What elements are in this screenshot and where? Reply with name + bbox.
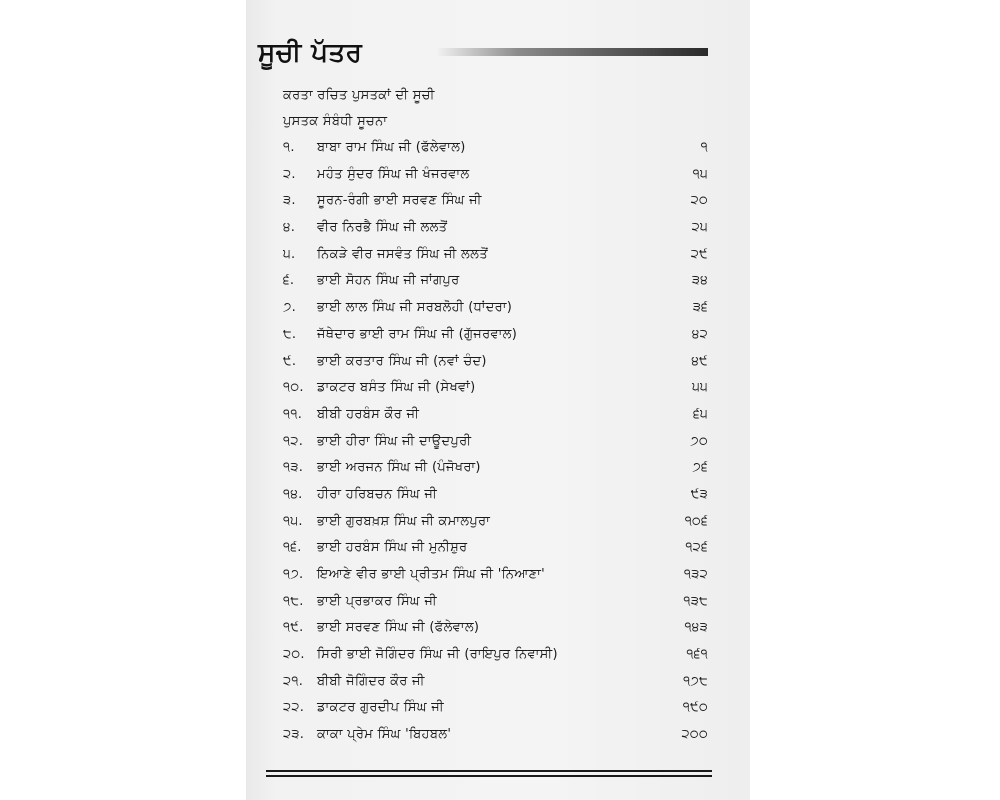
toc-entry-page: ੪੯ — [691, 353, 708, 369]
toc-entry-page: ੩੬ — [692, 300, 708, 316]
toc-entry-title: ਮਹੰਤ ਸੁੰਦਰ ਸਿੰਘ ਜੀ ਖੰਜਰਵਾਲ — [317, 166, 470, 182]
footer-rule-bottom — [266, 775, 712, 777]
toc-entry-number: ੧੬. — [283, 540, 302, 556]
toc-entry-number: ੧੧. — [283, 406, 303, 422]
toc-entry — [283, 407, 708, 434]
toc-entry-page: ੩੪ — [691, 273, 708, 289]
toc-entry-page: ੧੨੬ — [685, 540, 708, 556]
toc-entry-title: ਹੀਰਾ ਹਰਿਬਚਨ ਸਿੰਘ ਜੀ — [317, 486, 438, 502]
toc-entry — [283, 700, 708, 727]
toc-entry — [283, 140, 708, 167]
toc-entry-title: ਨਿਕੜੇ ਵੀਰ ਜਸਵੰਤ ਸਿੰਘ ਜੀ ਲਲਤੋਂ — [317, 246, 488, 262]
toc-entry-page: ੧੬੧ — [686, 647, 708, 663]
toc-entry-number: ੧੮. — [283, 593, 304, 609]
toc-entry-number: ੫. — [283, 246, 296, 262]
toc-entry-page: ੧੦੬ — [684, 513, 708, 529]
intro-line-author-books: ਕਰਤਾ ਰਚਿਤ ਪੁਸਤਕਾਂ ਦੀ ਸੂਚੀ — [283, 88, 435, 103]
toc-entry-number: ੨. — [283, 166, 296, 182]
toc-entry-page: ੧੭੮ — [683, 673, 708, 689]
toc-entry-title: ਸੂਰਨ-ਰੰਗੀ ਭਾਈ ਸਰਵਣ ਸਿੰਘ ਜੀ — [317, 193, 482, 209]
toc-entry-title: ਬੀਬੀ ਹਰਬੰਸ ਕੌਰ ਜੀ — [317, 406, 420, 422]
toc-entry — [283, 567, 708, 594]
toc-entry — [283, 193, 708, 220]
toc-entry-title: ਬੀਬੀ ਜੋਗਿੰਦਰ ਕੌਰ ਜੀ — [317, 673, 425, 689]
toc-entry — [283, 434, 708, 461]
toc-entry — [283, 327, 708, 354]
toc-entry-title: ਭਾਈ ਸੋਹਨ ਸਿੰਘ ਜੀ ਜਾਂਗਪੁਰ — [317, 273, 460, 289]
toc-entry-page: ੫੫ — [692, 380, 708, 396]
toc-entry-title: ਭਾਈ ਪ੍ਰਭਾਕਰ ਸਿੰਘ ਜੀ — [317, 593, 438, 609]
heading-row — [258, 38, 708, 78]
toc-entry-title: ਭਾਈ ਅਰਜਨ ਸਿੰਘ ਜੀ (ਪੰਜੋਖਰਾ) — [317, 460, 481, 476]
toc-entry-page: ੧ — [700, 140, 708, 155]
toc-entry-number: ੧੩. — [283, 460, 304, 476]
toc-entry — [283, 594, 708, 621]
footer-rule-top — [266, 770, 712, 772]
toc-entry-number: ੨੩. — [283, 727, 305, 743]
toc-entry — [283, 354, 708, 381]
toc-entry — [283, 647, 708, 674]
toc-entry-title: ਸਿਰੀ ਭਾਈ ਜੋਗਿੰਦਰ ਸਿੰਘ ਜੀ (ਰਾਇਪੁਰ ਨਿਵਾਸੀ) — [317, 647, 558, 663]
toc-entry — [283, 247, 708, 274]
toc-entry-title: ਭਾਈ ਹੀਰਾ ਸਿੰਘ ਜੀ ਦਾਊਦਪੁਰੀ — [317, 433, 472, 449]
toc-entry-page: ੭੬ — [692, 460, 708, 476]
toc-entry-title: ਭਾਈ ਹਰਬੰਸ ਸਿੰਘ ਜੀ ਮੁਨੀਸ਼ੁਰ — [317, 540, 468, 556]
toc-entry-number: ੯. — [283, 353, 297, 369]
toc-entry — [283, 487, 708, 514]
toc-entry-number: ੧੯. — [283, 620, 304, 636]
toc-entry-number: ੧੫. — [283, 513, 303, 529]
toc-entry — [283, 220, 708, 247]
toc-entry-number: ੧੦. — [283, 380, 304, 396]
toc-entry-title: ਭਾਈ ਸਰਵਣ ਸਿੰਘ ਜੀ (ਫੱਲੇਵਾਲ) — [317, 620, 480, 636]
toc-entry — [283, 460, 708, 487]
toc-entry-number: ੪. — [283, 220, 296, 236]
toc-entry-number: ੬. — [283, 273, 295, 289]
toc-entry-title: ਬਾਬਾ ਰਾਮ ਸਿੰਘ ਜੀ (ਫੱਲੇਵਾਲ) — [317, 140, 466, 155]
toc-entry-page: ੧੩੮ — [683, 593, 708, 609]
toc-entry-title: ਇਆਣੇ ਵੀਰ ਭਾਈ ਪ੍ਰੀਤਮ ਸਿੰਘ ਜੀ 'ਨਿਆਣਾ' — [317, 567, 545, 582]
toc-entry-title: ਵੀਰ ਨਿਰਭੈ ਸਿੰਘ ਜੀ ਲਲਤੋਂ — [317, 220, 448, 236]
toc-entry-page: ੧੪੩ — [684, 620, 708, 636]
toc-entry-page: ੨੦੦ — [681, 727, 708, 743]
toc-entry-page: ੨੫ — [691, 220, 708, 236]
toc-entry-page: ੯੩ — [690, 486, 708, 502]
toc-entry-page: ੬੫ — [693, 406, 708, 422]
toc-entry — [283, 514, 708, 541]
toc-entry-number: ੧੨. — [283, 433, 304, 449]
toc-entry — [283, 167, 708, 194]
toc-entry — [283, 380, 708, 407]
page-title: ਸੂਚੀ ਪੱਤਰ — [258, 38, 363, 68]
toc-entry-number: ੭. — [283, 300, 297, 316]
toc-entry — [283, 620, 708, 647]
toc-entry-title: ਡਾਕਟਰ ਗੁਰਦੀਪ ਸਿੰਘ ਜੀ — [317, 700, 444, 716]
toc-entry-page: ੨੯ — [690, 246, 708, 262]
toc-entry-number: ੧੭. — [283, 567, 304, 582]
toc-entry-number: ੧੪. — [283, 486, 303, 502]
toc-entry-page: ੨੦ — [690, 193, 708, 209]
toc-entry-title: ਜੱਥੇਦਾਰ ਭਾਈ ਰਾਮ ਸਿੰਘ ਜੀ (ਗੁੱਜਰਵਾਲ) — [317, 326, 518, 342]
intro-line-book-info: ਪੁਸਤਕ ਸੰਬੰਧੀ ਸੂਚਨਾ — [283, 114, 388, 129]
toc-entry-number: ੧. — [283, 140, 295, 155]
toc-entry-title: ਭਾਈ ਕਰਤਾਰ ਸਿੰਘ ਜੀ (ਨਵਾਂ ਚੰਦ) — [317, 353, 487, 369]
toc-entry-page: ੧੫ — [692, 166, 708, 182]
toc-entry-page: ੧੩੨ — [683, 567, 708, 582]
toc-entry — [283, 674, 708, 701]
toc-entry-number: ੩. — [283, 193, 296, 209]
title-decorative-bar — [438, 48, 708, 56]
toc-entry-title: ਕਾਕਾ ਪ੍ਰੇਮ ਸਿੰਘ 'ਬਿਹਬਲ' — [317, 727, 452, 743]
toc-entry-page: ੧੯੦ — [682, 700, 708, 716]
toc-entry-number: ੨੧. — [283, 673, 304, 689]
toc-entry-page: ੪੨ — [691, 326, 708, 342]
toc-entry — [283, 540, 708, 567]
toc-entry-title: ਭਾਈ ਗੁਰਬਖ਼ਸ਼ ਸਿੰਘ ਜੀ ਕਮਾਲਪੁਰਾ — [317, 513, 491, 529]
toc-entry-number: ੮. — [283, 326, 297, 342]
table-of-contents — [283, 140, 708, 754]
toc-entry-page: ੭੦ — [690, 433, 708, 449]
toc-entry — [283, 300, 708, 327]
toc-entry-title: ਭਾਈ ਲਾਲ ਸਿੰਘ ਜੀ ਸਰਬਲੋਹੀ (ਧਾਂਦਰਾ) — [317, 300, 513, 316]
toc-entry-number: ੨੨. — [283, 700, 305, 716]
toc-entry — [283, 273, 708, 300]
toc-entry-number: ੨੦. — [283, 647, 305, 663]
toc-entry-title: ਡਾਕਟਰ ਬਸੰਤ ਸਿੰਘ ਜੀ (ਸੇਖਵਾਂ) — [317, 380, 476, 396]
toc-entry — [283, 727, 708, 754]
